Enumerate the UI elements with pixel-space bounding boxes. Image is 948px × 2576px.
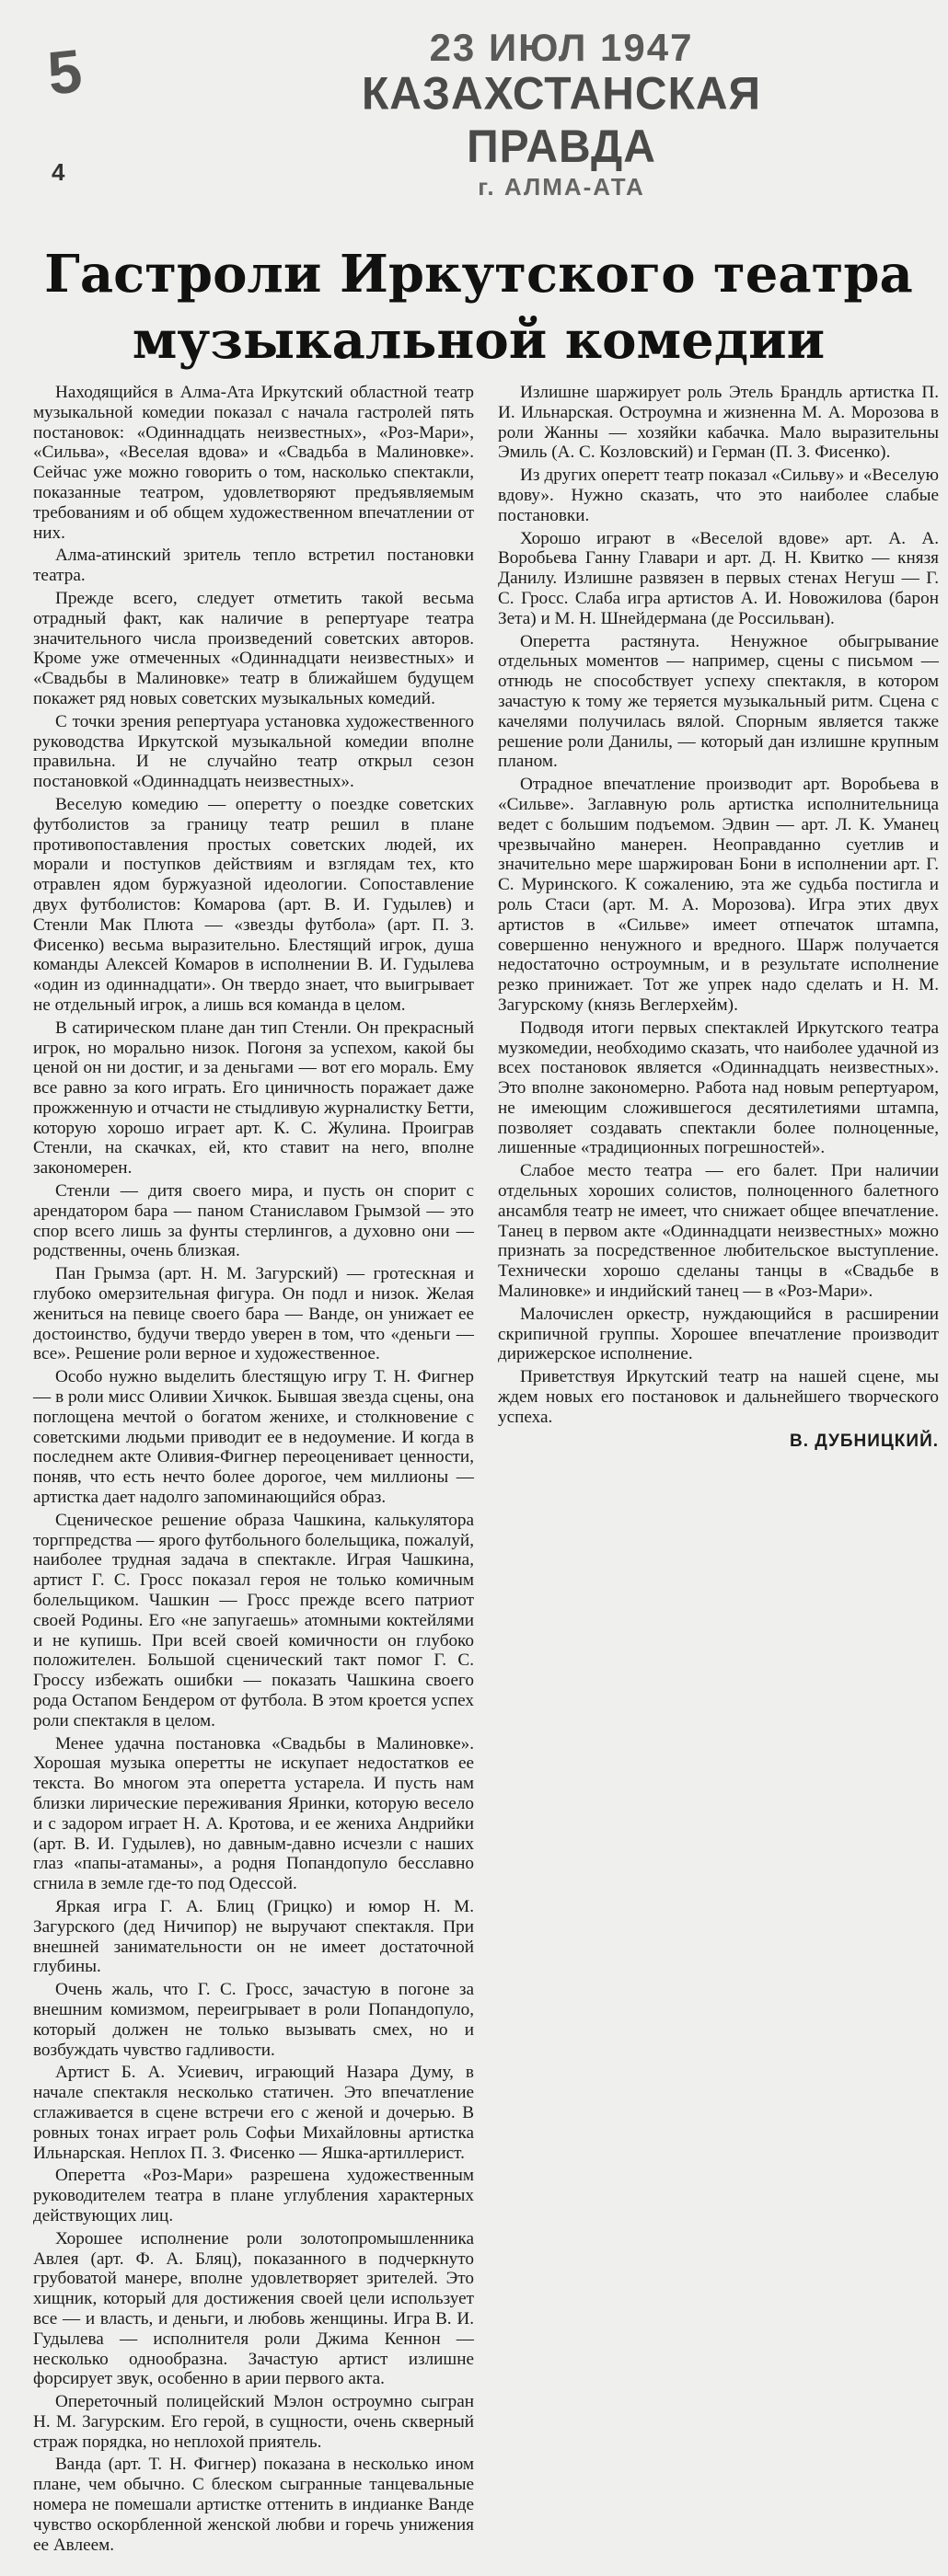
stamp-newspaper-name: КАЗАХСТАНСКАЯ ПРАВДА <box>361 68 762 173</box>
paragraph: Находящийся в Алма-Ата Иркутский областной театр музыкальной комедии показал с начала гастролей пять постановок: «Одиннадцать неизвестных», «Роз-Мари», «Сильва», «Веселая вдова» и «Свадьба в Малиновке». Сейчас уже можно говорить о том, насколько спектакли, показанные театром, удовлетворяют предъявляемым требованиям и об общем художественном впечатлении от них. <box>33 383 474 543</box>
paragraph: С точки зрения репертуара установка художественного руководства Иркутской музыкальной комедии вполне правильна. И не случайно театр открыл сезон постановкой «Одиннадцать неизвестных». <box>33 711 474 792</box>
paragraph: Очень жаль, что Г. С. Гросс, зачастую в погоне за внешним комизмом, переигрывает в роли Попандопуло, который должен не только вызывать смех, но и возбуждать чувство гадливости. <box>33 1980 474 2060</box>
paragraph: Особо нужно выделить блестящую игру Т. Н. Фигнер — в роли мисс Оливии Хичкок. Бывшая звезда сцены, она поглощена мечтой о богатом женихе, и столкновение с советскими людьми приводит ее в недоумение. И когда в последнем акте Оливия-Фигнер переоценивает ценности, поняв, что есть нечто более дорогое, чем миллионы — артистка дает надолго запоминающийся образ. <box>33 1367 474 1508</box>
stamp-date: 23 ИЮЛ 1947 <box>429 26 694 69</box>
paragraph: Опереточный полицейский Мэлон остроумно сыгран Н. М. Загурским. Его герой, в сущности, очень скверный страж порядка, но неплохой приятель. <box>33 2392 474 2452</box>
paragraph: Яркая игра Г. А. Блиц (Грицко) и юмор Н. М. Загурского (дед Ничипор) не выручают спектакля. При внешней занимательности он не имеет достаточной глубины. <box>33 1896 474 1977</box>
paragraph: Хорошо играют в «Веселой вдове» арт. А. А. Воробьева Ганну Главари и арт. Д. Н. Квитко — князя Данилу. Излишне развязен в первых стенах Негуш — Г. С. Гросс. Слаба игра артистов А. И. Новожилова (барон Зета) и М. Н. Шнейдермана (де Россильван). <box>498 528 939 628</box>
paragraph: Слабое место театра — его балет. При наличии отдельных хороших солистов, полноценного балетного ансамбля театр не имеет, что снижает общее впечатление. Танец в первом акте «Одиннадцати неизвестных» можно признать за посредственное любительское выступление. Технически хорошо сделаны танцы в «Свадьбе в Малиновке» и индийский танец — в «Роз-Мари». <box>498 1161 939 1302</box>
article-body <box>33 383 939 2563</box>
paragraph: Хорошее исполнение роли золотопромышленника Авлея (арт. Ф. А. Бляц), показанного в подчеркнуто грубоватой манере, вполне удовлетворяет зрителей. Это хищник, который для достижения своей цели использует все — и власть, и деньги, и любовь женщины. Игра В. И. Гудылева — исполнителя роли Джима Кеннон — несколько однообразна. Зачастую артист излишне форсирует звук, особенно в арии первого акта. <box>33 2228 474 2389</box>
paragraph: Из других оперетт театр показал «Сильву» и «Веселую вдову». Нужно сказать, что это наиболее слабые постановки. <box>498 466 939 525</box>
paragraph: Ванда (арт. Т. Н. Фигнер) показана в несколько ином плане, чем обычно. С блеском сыгранные танцевальные номера не помешали артистке оттенить в индианке Ванде чувство оскорбленной женской любви и горечь унижения ее Авлеем. <box>33 2455 474 2555</box>
page-number: 4 <box>52 158 65 186</box>
stamp-city: г. АЛМА-АТА <box>478 173 645 201</box>
paragraph: Подводя итоги первых спектаклей Иркутского театра музкомедии, необходимо сказать, что наиболее удачной из всех постановок является «Одиннадцать неизвестных». Это вполне закономерно. Работа над новым репертуаром, не имеющим сложившегося десятилетиями штампа, позволяет создавать спектакли более полноценные, лишенные «традиционных погрешностей». <box>498 1018 939 1158</box>
paragraph: Малочислен оркестр, нуждающийся в расширении скрипичной группы. Хорошее впечатление производит дирижерское исполнение. <box>498 1304 939 1364</box>
paragraph: В сатирическом плане дан тип Стенли. Он прекрасный игрок, но морально низок. Погоня за успехом, какой бы ценой он ни достиг, и за деньгами — вот его мораль. Ему все равно за кого играть. Его циничность поражает даже прожженную и отчасти не стыдливую журналистку Бетти, которую хорошо играет арт. К. С. Жулина. Проиграв Стенли, на скачках, ей, кто ставит на него, вполне закономерен. <box>33 1018 475 1179</box>
author-signature: В. ДУБНИЦКИЙ. <box>790 1431 939 1451</box>
paragraph: Сценическое решение образа Чашкина, калькулятора торгпредства — ярого футбольного болельщика, пожалуй, наиболее трудная задача в спектакле. Играя Чашкина, артист Г. С. Гросс показал героя не только комичным болельщиком. Чашкин — Гросс прежде всего патриот своей Родины. Его «не запугаешь» атомными коктейлями и не купишь. При всей своей комичности он глубоко положителен. Большой сценический такт помог Г. С. Гроссу избежать ошибки — показать Чашкина своего рода Остапом Бендером от футбола. В этом кроется успех роли спектакля в целом. <box>33 1510 474 1731</box>
paragraph: Менее удачна постановка «Свадьбы в Малиновке». Хорошая музыка оперетты не искупает недостатков ее текста. Во многом эта оперетта устарела. И пусть нам близки лирические переживания Яринки, которую весело и с задором играет Н. А. Кротова, и ее жениха Андрийки (арт. В. И. Гудылев), но давным-давно исчезли с наших глаз «папы-атаманы», а родня Попандопуло бесславно сгнила в земле где-то под Одессой. <box>33 1733 474 1894</box>
headline-line-2: музыкальной комедии <box>132 310 826 371</box>
article-headline <box>37 241 920 374</box>
archive-stamp <box>331 26 792 201</box>
paragraph: Оперетта «Роз-Мари» разрешена художественным руководителем театра в плане углубления характерных действующих лиц. <box>33 2166 474 2225</box>
paragraph: Веселую комедию — оперетту о поездке советских футболистов за границу театр решил в плане противопоставления простых советских людей, их морали и поступков действиям и взглядам тех, кто отравлен ядом буржуазной идеологии. Сопоставление двух футболистов: Комарова (арт. В. И. Гудылев) и Стенли Мак Плюта — «звезды футбола» (арт. П. З. Фисенко) весьма выразительно. Блестящий игрок, душа команды Алексей Комаров в исполнении В. И. Гудылева «один из одиннадцати». Он твердо знает, что выигрывает не отдельный игрок, а лишь вся команда в целом. <box>33 794 474 1015</box>
paragraph: Оперетта растянута. Ненужное обыгрывание отдельных моментов — например, сцены с письмом — отнюдь не способствует успеху спектакля, в котором зачастую к тому же теряется музыкальный ритм. Сцена с качелями получилась вялой. Спорным является также решение роли Данилы, — который дан излишне крупным планом. <box>498 631 939 772</box>
paragraph: Приветствуя Иркутский театр на нашей сцене, мы ждем новых его постановок и дальнейшего творческого успеха. <box>498 1367 939 1427</box>
paragraph: Алма-атинский зритель тепло встретил постановки театра. <box>33 546 474 586</box>
paragraph: Артист Б. А. Усиевич, играющий Назара Думу, в начале спектакля несколько статичен. Это впечатление сглаживается в сцене встречи его с женой и дочерью. В ровных тонах играет роль Софьи Михайловны артистка Ильнарская. Неплох П. З. Фисенко — Яшка-артиллерист. <box>33 2063 474 2163</box>
paragraph: Стенли — дитя своего мира, и пусть он спорит с арендатором бара — паном Станиславом Грымзой — это спор всего лишь за фунты стерлингов, а духовно они — родственны, очень близкая. <box>33 1181 474 1261</box>
headline-line-1: Гастроли Иркутского театра <box>44 244 913 305</box>
handwritten-page-mark: 5 <box>44 36 86 108</box>
paragraph: Излишне шаржирует роль Этель Брандль артистка П. И. Ильнарская. Остроумна и жизненна М. А. Морозова в роли Жанны — хозяйки кабачка. Мало выразительны Эмиль (А. С. Козловский) и Герман (П. З. Фисенко). <box>498 383 939 463</box>
paragraph: Отрадное впечатление производит арт. Воробьева в «Сильве». Заглавную роль артистка исполнительница ведет с большим подъемом. Эдвин — арт. Л. К. Уманец чрезвычайно манерен. Неоправданно суетлив и значительно мере шаржирован Бони в исполнении арт. Г. С. Муринского. К сожалению, эта же судьба постигла и роль Стаси (арт. М. А. Морозова). Игра этих двух артистов в «Сильве» имеет отпечаток штампа, совершенно ненужного и вредного. Шарж получается недостаточно остроумным, и в результате исполнение резко принижает. Тот же упрек надо сделать и Н. М. Загурскому (князь Веглерхейм). <box>498 775 939 1015</box>
paragraph: Пан Грымза (арт. Н. М. Загурский) — гротескная и глубоко омерзительная фигура. Он подл и низок. Желая жениться на певице своего бара — Ванде, он унижает ее достоинство, будучи твердо уверен в том, что «деньги — все». Решение роли верное и художественное. <box>33 1264 474 1364</box>
paragraph: Прежде всего, следует отметить такой весьма отрадный факт, как наличие в репертуаре театра значительного числа произведений советских авторов. Кроме уже отмеченных «Одиннадцати неизвестных» и «Свадьбы в Малиновке» театр в ближайшем будущем покажет ряд новых советских музыкальных комедий. <box>33 588 474 708</box>
